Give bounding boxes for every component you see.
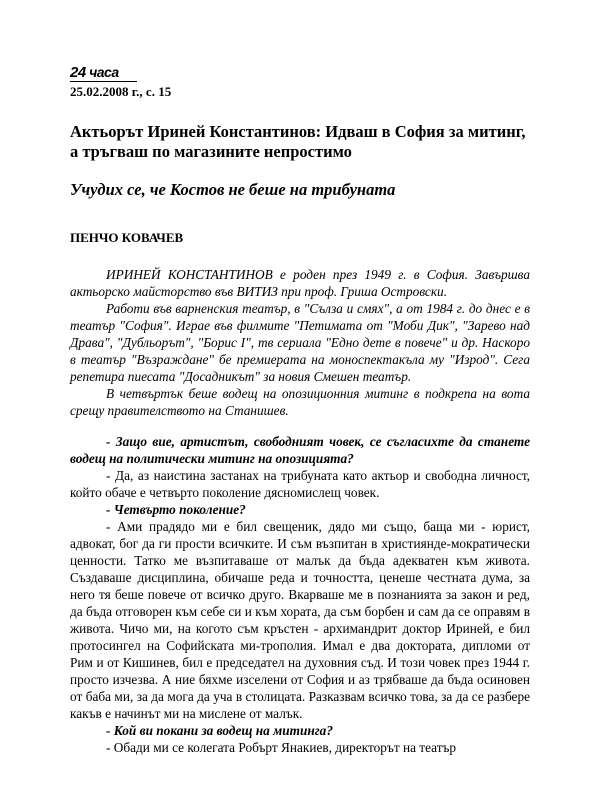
logo-word: часа	[89, 64, 119, 80]
dateline: 25.02.2008 г., с. 15	[70, 84, 172, 99]
article-page	[70, 64, 530, 756]
interview-answer: - Ами прадядо ми е бил свещеник, дядо ми също, баща ми - юрист, адвокат, бог да ги прости всичките. И съм възпитан в християнде-мократически ценности. Татко ме възпитаваше от малък да бъда адекватен към живота. Създаваше дисциплина, обичаше реда и точността, ценеше честната дума, за него тя беше повече от всичко друго. Вкарваше ме в познанията за закон и ред, да бъда отговорен към себе си и към хората, да съм борбен и сам да се оправям в живота. Чичо ми, на когото съм кръстен - архимандрит доктор Ириней, е бил протосингел на Софийската ми-трополия. Имал е два доктората, дипломи от Рим и от Кишинев, бил е председател на духовния съд. И този човек през 1944 г. просто изчезва. А ние бяхме изселени от София и аз трябваше да бъда осиновен от баба ми, за да мога да уча в столицата. Разказвам всичко това, за да се разбере какъв е начинът ми на мислене от малък.	[70, 519, 530, 721]
title-line-1: Актьорът Ириней Константинов: Идваш в София за митинг,	[70, 122, 526, 141]
interview-question: - Четвърто поколение?	[106, 502, 246, 517]
article-title	[70, 122, 530, 162]
interview-answer: - Да, аз наистина застанах на трибуната като актьор и свободна личност, който обаче е четвърто поколение дясномислещ човек.	[70, 468, 530, 500]
intro-paragraph: В четвъртък беше водещ на опозиционния митинг в подкрепа на вота срещу правителството на Станишев.	[70, 386, 530, 418]
logo-number: 24	[70, 64, 86, 81]
author-byline: ПЕНЧО КОВАЧЕВ	[70, 230, 184, 245]
interview-answer: - Обади ми се колегата Робърт Янакиев, директорът на театър	[106, 740, 457, 755]
intro-paragraph: Работи във варненския театър, в "Сълза и смях", а от 1984 г. до днес е в театър "София". Играе във филмите "Петимата от "Моби Дик", "Зарево над Драва", "Дубльорът", "Борис I", тв сериала "Едно дете в повече" и др. Наскоро в театър "Възраждане" бе премиерата на моноспектакъла му "Изрод". Сега репетира пиесата "Досадникът" за новия Смешен театър.	[70, 301, 530, 384]
newspaper-logo	[70, 64, 137, 82]
bio-intro	[70, 266, 530, 419]
intro-paragraph: ИРИНЕЙ КОНСТАНТИНОВ е роден през 1949 г. в София. Завършва актьорско майсторство във ВИТИЗ при проф. Гриша Островски.	[70, 267, 530, 299]
interview-question: - Защо вие, артистът, свободният човек, се съгласихте да станете водещ на политически митинг на опозицията?	[70, 434, 530, 466]
article-subtitle: Учудих се, че Костов не беше на трибуната	[70, 180, 396, 199]
interview-question: - Кой ви покани за водещ на митинга?	[106, 723, 333, 738]
title-line-2: а тръгваш по магазините непростимо	[70, 142, 352, 161]
interview-body	[70, 433, 530, 756]
